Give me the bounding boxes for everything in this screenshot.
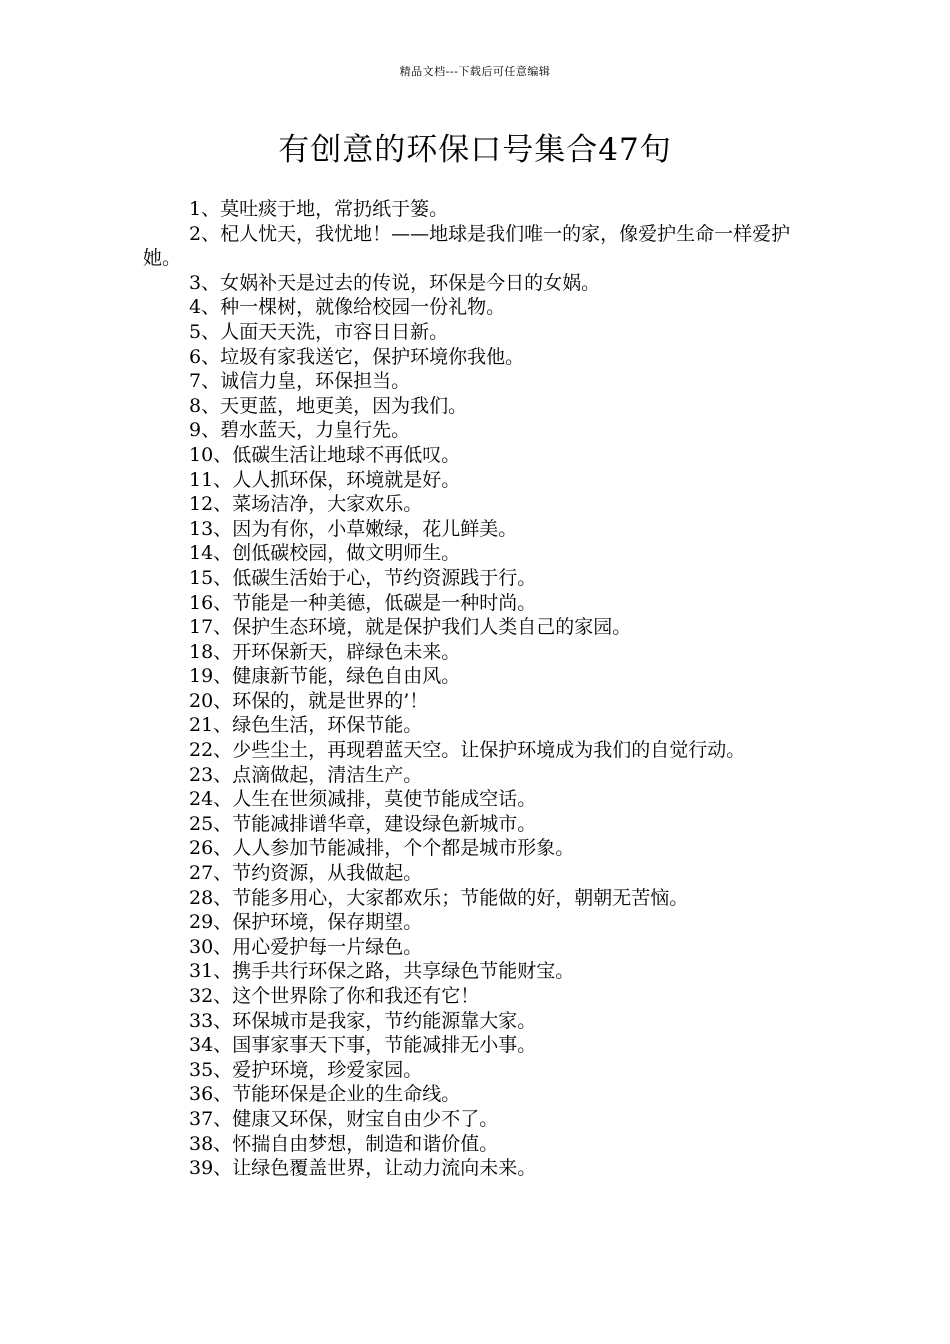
slogan-text: 菜场洁净，大家欢乐。 <box>232 493 423 516</box>
list-item <box>143 836 808 861</box>
slogan-number: 16、 <box>189 591 233 614</box>
slogan-number: 17、 <box>189 616 233 639</box>
slogan-text: 人面天天洗，市容日日新。 <box>220 320 449 343</box>
slogan-number: 32、 <box>189 985 233 1007</box>
slogan-number: 2、 <box>189 222 221 245</box>
slogan-text: 这个世界除了你和我还有它！ <box>232 985 480 1007</box>
list-item <box>143 566 808 591</box>
slogan-text: 环保的，就是世界的’！ <box>232 689 429 712</box>
slogan-number: 39、 <box>189 1157 233 1180</box>
slogan-text: 低碳生活始于心，节约资源践于行。 <box>232 566 537 589</box>
slogan-text: 健康新节能，绿色自由风。 <box>232 665 461 688</box>
slogan-number: 36、 <box>189 1083 233 1106</box>
slogan-text: 用心爱护每一片绿色。 <box>232 935 423 958</box>
slogan-number: 34、 <box>189 1034 233 1057</box>
list-item <box>143 763 808 788</box>
list-item <box>143 861 808 886</box>
slogan-number: 18、 <box>189 640 233 663</box>
list-item <box>143 295 808 320</box>
slogan-number: 29、 <box>189 911 233 934</box>
page-title: 有创意的环保口号集合47句 <box>278 132 672 168</box>
slogan-number: 5、 <box>189 320 221 343</box>
slogan-number: 11、 <box>189 468 233 491</box>
slogan-number: 23、 <box>189 763 233 786</box>
slogan-text: 绿色生活，环保节能。 <box>232 714 423 737</box>
slogan-text: 人人抓环保，环境就是好。 <box>232 468 461 491</box>
slogan-text: 点滴做起，清洁生产。 <box>232 763 423 786</box>
list-item <box>143 394 808 419</box>
slogan-number: 35、 <box>189 1058 233 1081</box>
header-note: 精品文档---下载后可任意编辑 <box>399 65 551 78</box>
slogan-text: 人生在世须减排，莫使节能成空话。 <box>232 788 537 811</box>
slogan-text: 国事家事天下事，节能减排无小事。 <box>232 1034 537 1057</box>
slogan-number: 15、 <box>189 566 233 589</box>
list-item <box>143 713 808 738</box>
slogan-number: 25、 <box>189 812 233 835</box>
slogan-text: 创低碳校园，做文明师生。 <box>232 542 461 565</box>
slogan-number: 19、 <box>189 665 233 688</box>
slogan-number: 33、 <box>189 1009 233 1032</box>
list-item <box>143 320 808 345</box>
list-item <box>143 886 808 911</box>
slogan-text: 携手共行环保之路，共享绿色节能财宝。 <box>232 960 575 983</box>
list-item <box>143 910 808 935</box>
list-item <box>143 738 808 763</box>
slogan-number: 9、 <box>189 419 221 442</box>
slogan-text: 莫吐痰于地，常扔纸于篓。 <box>220 198 449 220</box>
slogan-text: 碧水蓝天，力皇行先。 <box>220 419 411 442</box>
slogan-text: 垃圾有家我送它，保护环境你我他。 <box>220 345 525 368</box>
list-item <box>143 1132 808 1157</box>
slogan-text: 女娲补天是过去的传说，环保是今日的女娲。 <box>220 271 601 294</box>
slogan-text: 健康又环保，财宝自由少不了。 <box>232 1107 499 1130</box>
list-item <box>143 664 808 689</box>
list-item <box>143 640 808 665</box>
list-item <box>143 517 808 542</box>
slogan-number: 3、 <box>189 271 221 294</box>
slogan-number: 12、 <box>189 493 233 516</box>
slogan-number: 14、 <box>189 542 233 565</box>
slogan-number: 38、 <box>189 1132 233 1155</box>
list-item <box>143 197 808 222</box>
slogan-text: 保护环境，保存期望。 <box>232 911 423 934</box>
list-item <box>143 468 808 493</box>
list-item <box>143 492 808 517</box>
slogan-number: 28、 <box>189 886 233 909</box>
slogan-text: 天更蓝，地更美，因为我们。 <box>220 394 468 417</box>
list-item <box>143 591 808 616</box>
slogan-number: 13、 <box>189 517 233 540</box>
slogan-text: 节能环保是企业的生命线。 <box>232 1083 461 1106</box>
list-item <box>143 812 808 837</box>
list-item <box>143 959 808 984</box>
slogan-number: 10、 <box>189 443 233 466</box>
slogan-list <box>143 197 808 1181</box>
list-item <box>143 418 808 443</box>
slogan-text: 怀揣自由梦想，制造和谐价值。 <box>232 1132 499 1155</box>
slogan-text: 爱护环境，珍爱家园。 <box>232 1058 423 1081</box>
slogan-number: 4、 <box>189 296 221 319</box>
slogan-text: 种一棵树，就像给校园一份礼物。 <box>220 296 506 319</box>
slogan-text: 让绿色覆盖世界，让动力流向未来。 <box>232 1157 537 1180</box>
slogan-number: 27、 <box>189 862 233 885</box>
list-item <box>143 1156 808 1181</box>
slogan-number: 7、 <box>189 370 221 393</box>
list-item <box>143 271 808 296</box>
slogan-number: 24、 <box>189 788 233 811</box>
slogan-text: 环保城市是我家，节约能源靠大家。 <box>232 1009 537 1032</box>
list-item <box>143 1009 808 1034</box>
slogan-text: 保护生态环境，就是保护我们人类自己的家园。 <box>232 616 632 639</box>
slogan-text: 节能减排谱华章，建设绿色新城市。 <box>232 812 537 835</box>
slogan-text: 节能多用心，大家都欢乐；节能做的好，朝朝无苦恼。 <box>232 886 689 909</box>
slogan-number: 1、 <box>189 198 221 220</box>
slogan-number: 8、 <box>189 394 221 417</box>
list-item <box>143 1082 808 1107</box>
slogan-number: 22、 <box>189 739 233 762</box>
slogan-text: 少些尘土，再现碧蓝天空。让保护环境成为我们的自觉行动。 <box>232 739 746 762</box>
list-item <box>143 369 808 394</box>
list-item <box>143 935 808 960</box>
list-item <box>143 222 808 271</box>
list-item <box>143 345 808 370</box>
list-item <box>143 787 808 812</box>
slogan-number: 6、 <box>189 345 221 368</box>
list-item <box>143 541 808 566</box>
slogan-number: 37、 <box>189 1107 233 1130</box>
list-item <box>143 1107 808 1132</box>
list-item <box>143 689 808 714</box>
list-item <box>143 615 808 640</box>
list-item <box>143 1033 808 1058</box>
slogan-text: 开环保新天，辟绿色未来。 <box>232 640 461 663</box>
slogan-number: 21、 <box>189 714 233 737</box>
slogan-number: 30、 <box>189 935 233 958</box>
slogan-number: 26、 <box>189 837 233 860</box>
list-item <box>143 1058 808 1083</box>
slogan-number: 20、 <box>189 689 233 712</box>
slogan-text: 人人参加节能减排，个个都是城市形象。 <box>232 837 575 860</box>
slogan-text: 低碳生活让地球不再低叹。 <box>232 443 461 466</box>
slogan-text: 节能是一种美德，低碳是一种时尚。 <box>232 591 537 614</box>
slogan-text: 节约资源，从我做起。 <box>232 862 423 885</box>
slogan-text: 因为有你，小草嫩绿，花儿鲜美。 <box>232 517 518 540</box>
list-item <box>143 984 808 1009</box>
slogan-number: 31、 <box>189 960 233 983</box>
list-item <box>143 443 808 468</box>
slogan-text: 诚信力皇，环保担当。 <box>220 370 411 393</box>
slogan-text: 杞人忧天，我忧地！——地球是我们唯一的家，像爱护生命一样爱护她。 <box>143 222 791 270</box>
